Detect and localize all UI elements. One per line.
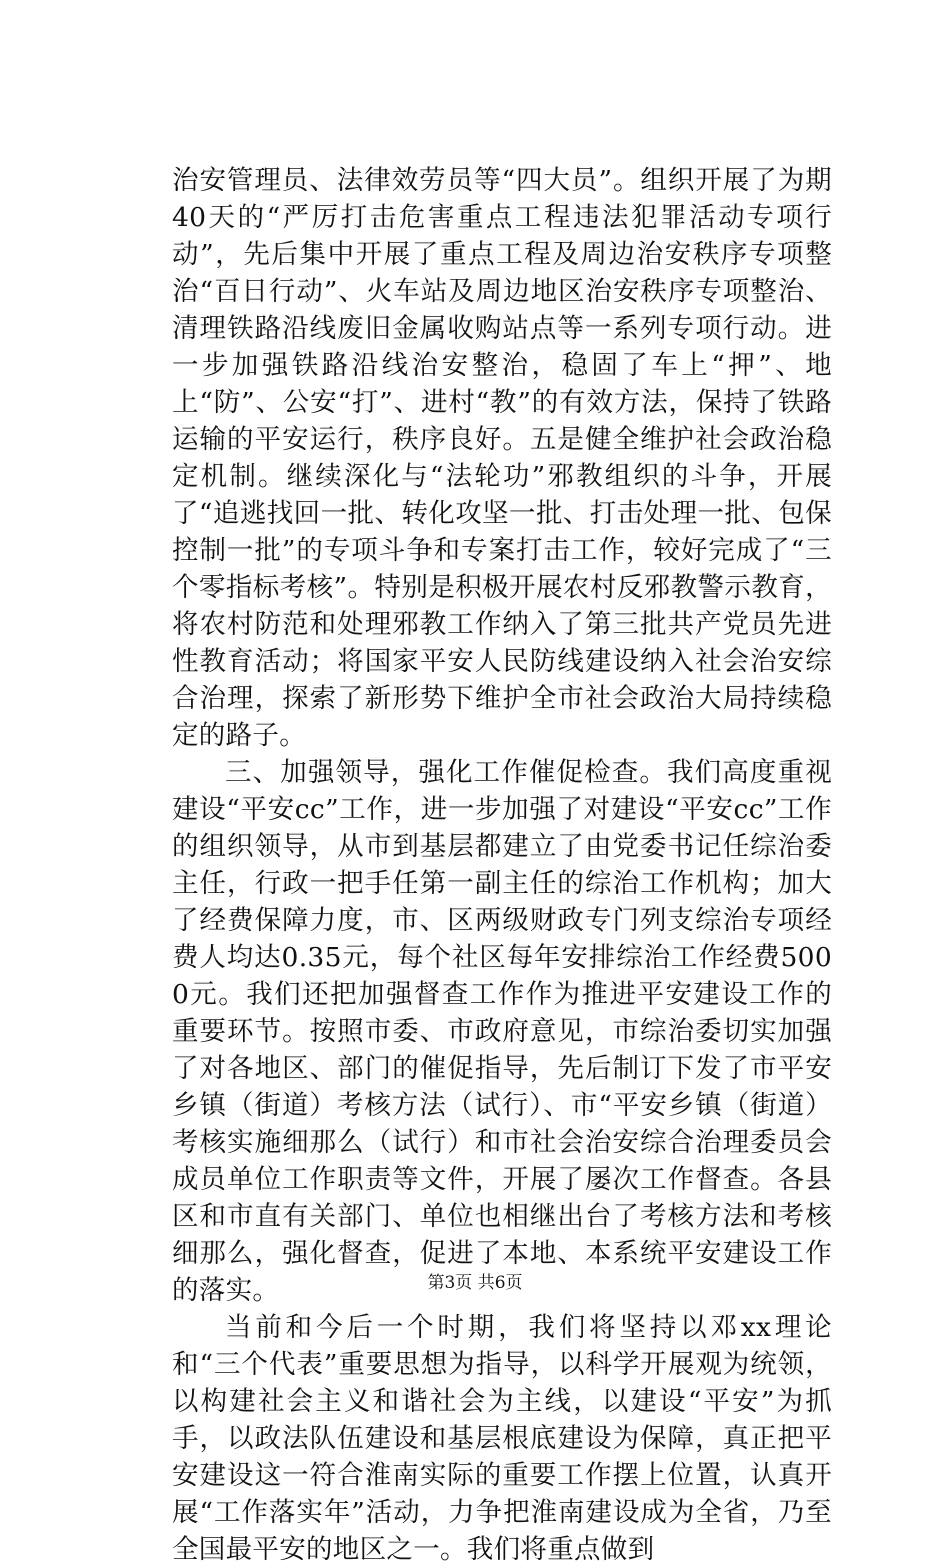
paragraph-2: 三、加强领导，强化工作催促检查。我们高度重视建设“平安cc”工作，进一步加强了对建设“平安cc”工作的组织领导，从市到基层都建立了由党委书记任综治委主任，行政一把手任第一副主任的综治工作机构；加大了经费保障力度，市、区两级财政专门列支综治专项经费人均达0.35元，每个社区每年安排综治工作经费5000元。我们还把加强督查工作作为推进平安建设工作的重要环节。按照市委、市政府意见，市综治委切实加强了对各地区、部门的催促指导，先后制订下发了市平安乡镇（街道）考核方法（试行）、市“平安乡镇（街道）考核实施细那么（试行）和市社会治安综合治理委员会成员单位工作职责等文件，开展了屡次工作督查。各县区和市直有关部门、单位也相继出台了考核方法和考核细那么，强化督查，促进了本地、本系统平安建设工作的落实。 bbox=[172, 757, 832, 1306]
paragraph-1: 治安管理员、法律效劳员等“四大员”。组织开展了为期40天的“严厉打击危害重点工程违法犯罪活动专项行动”，先后集中开展了重点工程及周边治安秩序专项整治“百日行动”、火车站及周边地区治安秩序专项整治、清理铁路沿线废旧金属收购站点等一系列专项行动。进一步加强铁路沿线治安整治，稳固了车上“押”、地上“防”、公安“打”、进村“教”的有效方法，保持了铁路运输的平安运行，秩序良好。五是健全维护社会政治稳定机制。继续深化与“法轮功”邪教组织的斗争，开展了“追逃找回一批、转化攻坚一批、打击处理一批、包保控制一批”的专项斗争和专案打击工作，较好完成了“三个零指标考核”。特别是积极开展农村反邪教警示教育，将农村防范和处理邪教工作纳入了第三批共产党员先进性教育活动；将国家平安人民防线建设纳入社会治安综合治理，探索了新形势下维护全市社会政治大局持续稳定的路子。 bbox=[172, 165, 832, 751]
page-number-footer: 第3页 共6页 bbox=[427, 1273, 523, 1293]
paragraph-3: 当前和今后一个时期，我们将坚持以邓xx理论和“三个代表”重要思想为指导，以科学开展观为统领，以构建社会主义和谐社会为主线，以建设“平安”为抓手，以政法队伍建设和基层根底建设为保障，真正把平安建设这一符合淮南实际的重要工作摆上位置，认真开展“工作落实年”活动，力争把淮南建设成为全省，乃至全国最平安的地区之一。我们将重点做到 bbox=[172, 1312, 832, 1565]
document-body bbox=[172, 162, 832, 1568]
